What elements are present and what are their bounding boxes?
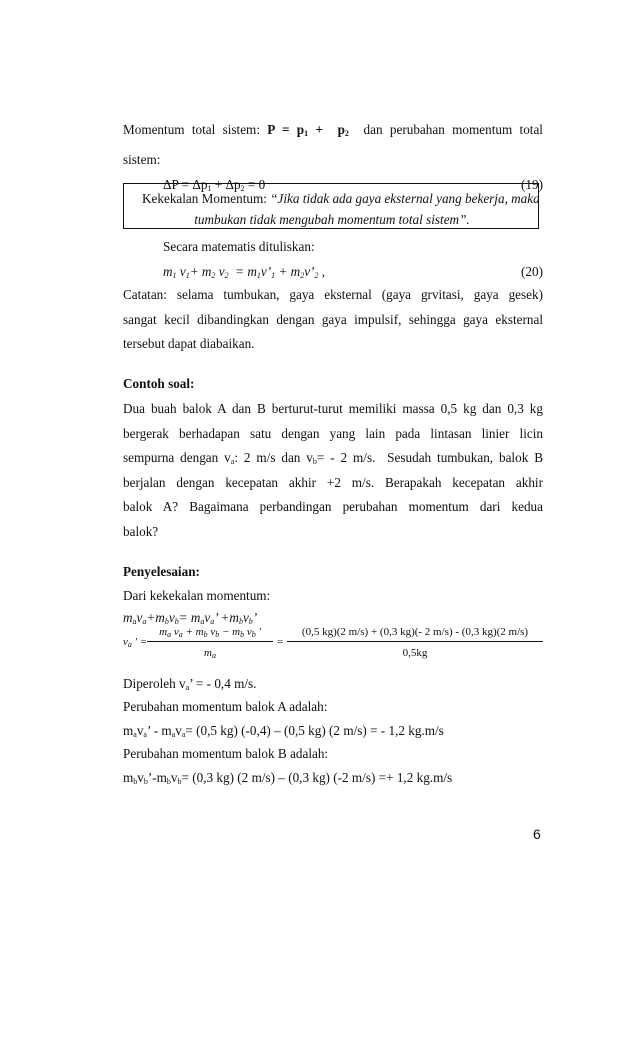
- fraction-numerator-1: $m_a$ $v_a + m_b$ $v_b - m_b$ $v_b$ ': [159, 626, 261, 639]
- fraction-denominator-1: $m_a$: [204, 647, 216, 660]
- equation-19-number: (19): [521, 177, 543, 192]
- soal-line-1: Dua buah balok A dan B berturut-turut memiliki massa 0,5 kg dan 0,3 kg: [123, 401, 543, 416]
- equation-20: $m_1$ $v_1+ m_2$ $v_2$ = $m_1v’_1$ + $m_2v’_2$ ,: [163, 264, 326, 280]
- fraction-denominator-2: 0,5kg: [402, 647, 428, 659]
- perubahan-b-heading: Perubahan momentum balok B adalah:: [123, 746, 329, 761]
- soal-line-3: sempurna dengan $v_a$: 2 m/s dan $v_b= - 2$ m/s. Sesudah tumbukan, balok B: [123, 450, 543, 466]
- paragraph-secara: Secara matematis dituliskan:: [163, 239, 315, 254]
- perubahan-a-equation: $m_av_a$’ - $m_av_a= (0,5$ kg) (-0,4) – (0,5 kg) (2 m/s) = - 1,2 kg.m/s: [123, 723, 444, 739]
- penyelesaian-heading: Penyelesaian:: [123, 564, 200, 579]
- fraction-bar-2: [287, 641, 543, 642]
- soal-line-5: balok A? Bagaimana perbandingan perubahan momentum dari kedua: [123, 499, 543, 514]
- paragraph-momentum-total: Momentum total sistem: $P = p_1 + p_2$ dan perubahan momentum total: [123, 122, 543, 138]
- perubahan-b-equation: $m_bv_b’-m_bv_b= (0,3$ kg) (2 m/s) – (0,3 kg) (-2 m/s) =+ 1,2 kg.m/s: [123, 770, 453, 786]
- fraction-lhs: $v_a$ ' =: [123, 636, 148, 649]
- catatan-line-1: Catatan: selama tumbukan, gaya eksternal (gaya grvitasi, gaya gesek): [123, 287, 543, 302]
- catatan-line-2: sangat kecil dibandingkan dengan gaya impulsif, sehingga gaya eksternal: [123, 312, 543, 327]
- page-number: 6: [533, 826, 541, 842]
- conservation-box: [123, 183, 539, 229]
- catatan-line-3: tersebut dapat diabaikan.: [123, 336, 255, 351]
- paragraph-dari: Dari kekekalan momentum:: [123, 588, 271, 603]
- box-line-2: tumbukan tidak mengubah momentum total sistem”.: [194, 212, 470, 227]
- soal-line-4: berjalan dengan kecepatan akhir +2 m/s. Berapakah kecepatan akhir: [123, 475, 543, 490]
- paragraph-sistem: sistem:: [123, 152, 161, 167]
- box-line-1: Kekekalan Momentum: “Jika tidak ada gaya eksternal yang bekerja, maka: [142, 191, 540, 206]
- momentum-equation: $m_av_a+m_bv_b= m_av_a$’ $+m_bv_b$’: [123, 610, 258, 626]
- perubahan-a-heading: Perubahan momentum balok A adalah:: [123, 699, 328, 714]
- equation-19: $\Delta P = \Delta p_1 + \Delta p_2 = 0$: [163, 177, 266, 193]
- fraction-bar-1: [147, 641, 273, 642]
- soal-line-2: bergerak berhadapan satu dengan yang lain pada lintasan linier licin: [123, 426, 543, 441]
- equation-20-number: (20): [521, 264, 543, 279]
- contoh-soal-heading: Contoh soal:: [123, 376, 195, 391]
- paragraph-diperoleh: Diperoleh $v_a$’ = - 0,4 m/s.: [123, 676, 257, 692]
- soal-line-6: balok?: [123, 524, 159, 539]
- fraction-equals: =: [277, 636, 284, 648]
- fraction-numerator-2: (0,5 kg)(2 m/s) + (0,3 kg)(- 2 m/s) - (0,3 kg)(2 m/s): [301, 626, 529, 638]
